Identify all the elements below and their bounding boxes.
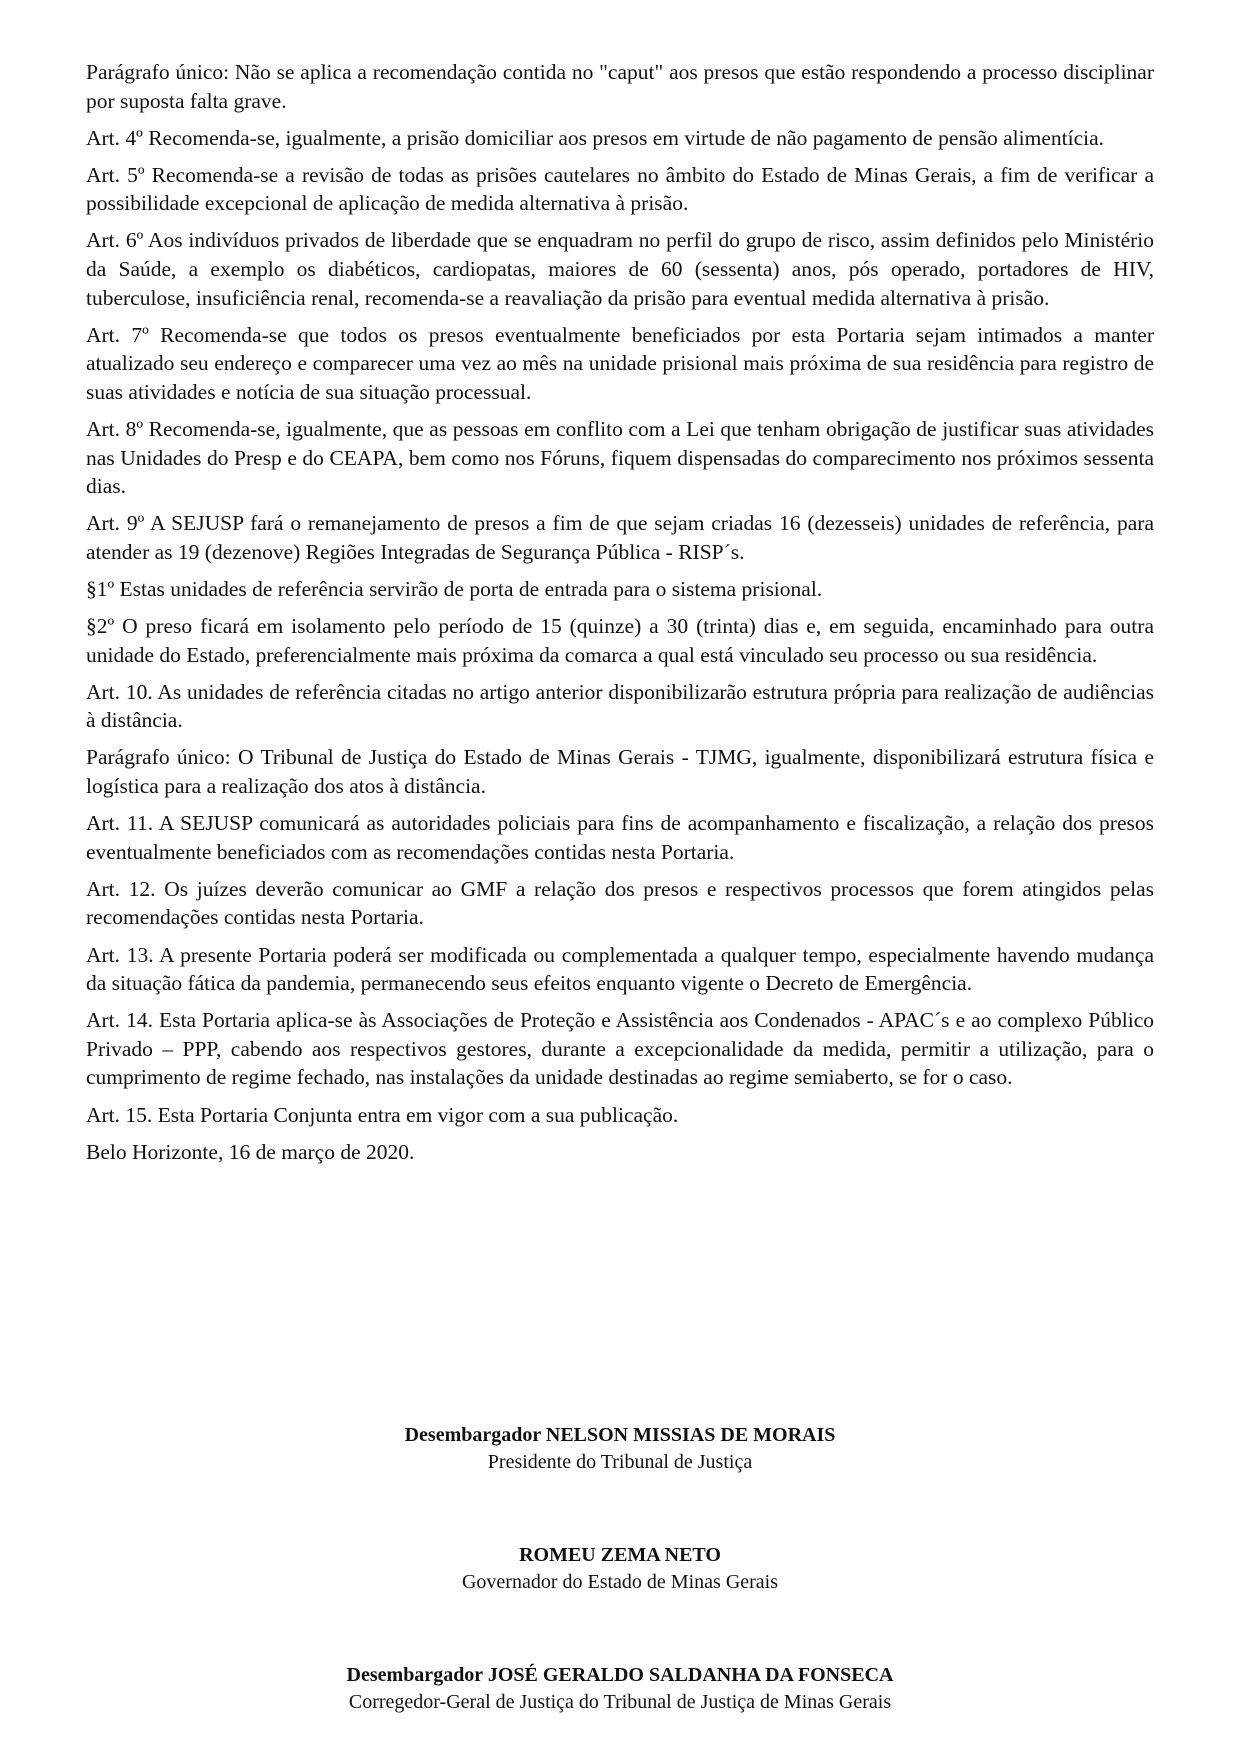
article-9: Art. 9º A SEJUSP fará o remanejamento de presos a fim de que sejam criadas 16 (dezesseis) unidades de referência, para atender as 19 (dezenove) Regiões Integradas de Segurança Pública - RISP´s. <box>86 511 1154 564</box>
article-7: Art. 7º Recomenda-se que todos os presos eventualmente beneficiados por esta Portaria sejam intimados a manter atualizado seu endereço e comparecer uma vez ao mês na unidade prisional mais próxima de sua residência para registro de suas atividades e notícia de sua situação processual. <box>86 322 1154 404</box>
signature-section <box>86 1422 1154 1716</box>
signature-role: Presidente do Tribunal de Justiça <box>487 1451 753 1473</box>
article-8: Art. 8º Recomenda-se, igualmente, que as pessoas em conflito com a Lei que tenham obrigação de justificar suas atividades nas Unidades do Presp e do CEAPA, bem como nos Fóruns, fiquem dispensadas do comparecimento nos próximos sessenta dias. <box>86 417 1154 499</box>
signature-block-corregedor <box>86 1662 1154 1716</box>
article-9-paragraph-1: §1º Estas unidades de referência servirão de porta de entrada para o sistema prisional. <box>86 577 823 601</box>
signature-role: Governador do Estado de Minas Gerais <box>461 1571 779 1593</box>
article-15: Art. 15. Esta Portaria Conjunta entra em vigor com a sua publicação. <box>86 1102 679 1127</box>
paragraph-unico-caput: Parágrafo único: Não se aplica a recomendação contida no "caput" aos presos que estão respondendo a processo disciplinar por suposta falta grave. <box>86 60 1154 113</box>
signature-title: Desembargador <box>346 1664 483 1686</box>
signature-role: Corregedor-Geral de Justiça do Tribunal de Justiça de Minas Gerais <box>348 1691 892 1713</box>
document-body <box>86 58 1154 1175</box>
place-and-date: Belo Horizonte, 16 de março de 2020. <box>86 1139 415 1164</box>
signature-name: JOSÉ GERALDO SALDANHA DA FONSECA <box>487 1664 894 1686</box>
signature-name: NELSON MISSIAS DE MORAIS <box>545 1424 836 1446</box>
article-12: Art. 12. Os juízes deverão comunicar ao GMF a relação dos presos e respectivos processos que forem atingidos pelas recomendações contidas nesta Portaria. <box>86 876 1154 930</box>
signature-block-president <box>86 1422 1154 1476</box>
signature-name: ROMEU ZEMA NETO <box>519 1544 721 1566</box>
article-11: Art. 11. A SEJUSP comunicará as autoridades policiais para fins de acompanhamento e fiscalização, a relação dos presos eventualmente beneficiados com as recomendações contidas nesta Portaria. <box>86 811 1154 864</box>
signature-name-line <box>86 1542 1154 1569</box>
signature-block-governor <box>86 1542 1154 1596</box>
article-14: Art. 14. Esta Portaria aplica-se às Associações de Proteção e Assistência aos Condenados - APAC´s e ao complexo Público Privado – PPP, cabendo aos respectivos gestores, durante a excepcionalidade da medida, permitir a utilização, para o cumprimento de regime fechado, nas instalações da unidade destinadas ao regime semiaberto, se for o caso. <box>86 1008 1154 1090</box>
signature-name-line <box>86 1662 1154 1689</box>
article-10: Art. 10. As unidades de referência citadas no artigo anterior disponibilizarão estrutura própria para realização de audiências à distância. <box>86 679 1154 733</box>
article-6: Art. 6º Aos indivíduos privados de liberdade que se enquadram no perfil do grupo de risco, assim definidos pelo Ministério da Saúde, a exemplo os diabéticos, cardiopatas, maiores de 60 (sessenta) anos, pós operado, portadores de HIV, tuberculose, insuficiência renal, recomenda-se a reavaliação da prisão para eventual medida alternativa à prisão. <box>86 228 1154 310</box>
article-4: Art. 4º Recomenda-se, igualmente, a prisão domiciliar aos presos em virtude de não pagamento de pensão alimentícia. <box>86 125 1105 150</box>
signature-title: Desembargador <box>404 1424 541 1446</box>
article-9-paragraph-2: §2º O preso ficará em isolamento pelo período de 15 (quinze) a 30 (trinta) dias e, em seguida, encaminhado para outra unidade do Estado, preferencialmente mais próxima da comarca a qual está vinculado seu processo ou sua residência. <box>86 614 1154 667</box>
article-10-paragraph-unico: Parágrafo único: O Tribunal de Justiça do Estado de Minas Gerais - TJMG, igualmente, disponibilizará estrutura física e logística para a realização dos atos à distância. <box>86 745 1154 799</box>
signature-name-line <box>86 1422 1154 1449</box>
article-5: Art. 5º Recomenda-se a revisão de todas as prisões cautelares no âmbito do Estado de Minas Gerais, a fim de verificar a possibilidade excepcional de aplicação de medida alternativa à prisão. <box>86 162 1154 216</box>
article-13: Art. 13. A presente Portaria poderá ser modificada ou complementada a qualquer tempo, especialmente havendo mudança da situação fática da pandemia, permanecendo seus efeitos enquanto vigente o Decreto de Emergência. <box>86 942 1154 996</box>
